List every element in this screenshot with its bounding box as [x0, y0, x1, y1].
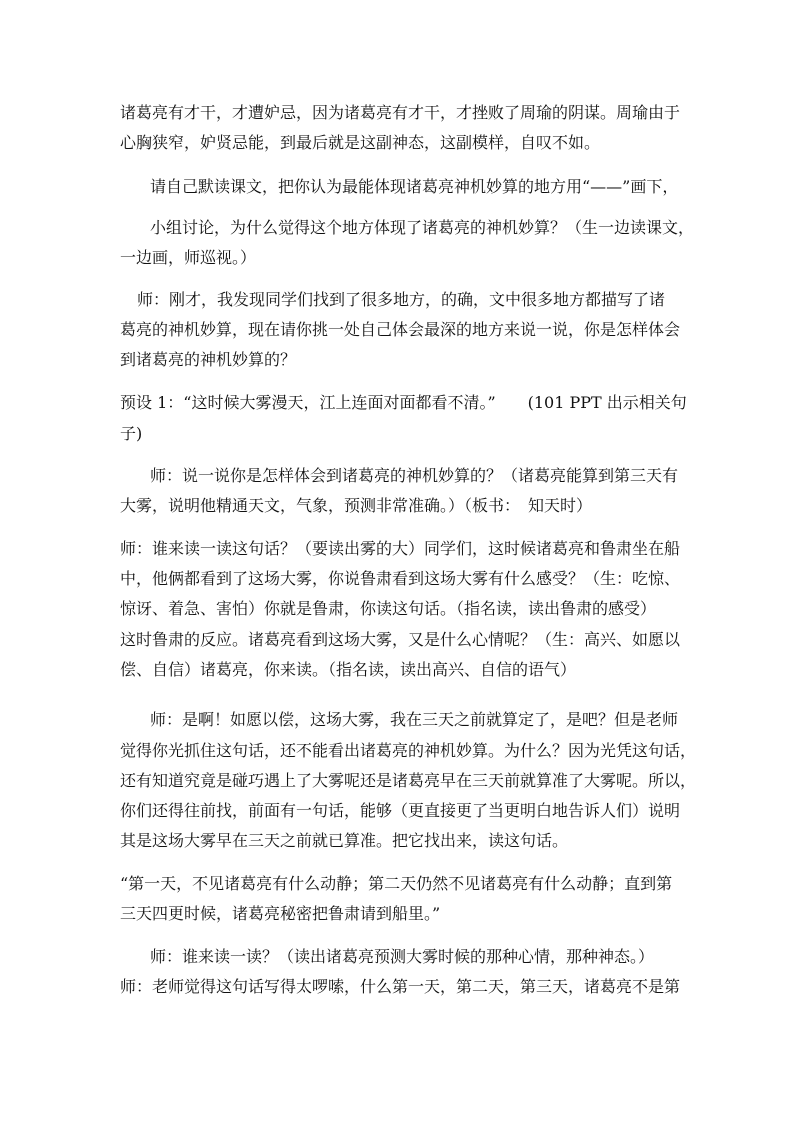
paragraph-line: 师：刚才，我发现同学们找到了很多地方，的确，文中很多地方都描写了诸	[137, 290, 666, 309]
paragraph-line: 其是这场大雾早在三天之前就已算准。把它找出来，读这句话。	[120, 831, 569, 850]
paragraph-line: “第一天，不见诸葛亮有什么动静；第二天仍然不见诸葛亮有什么动静；直到第	[120, 874, 673, 893]
paragraph-line: 中，他俩都看到了这场大雾，你说鲁肃看到这场大雾有什么感受？（生：吃惊、	[120, 569, 681, 588]
paragraph-line: 子)	[120, 424, 143, 443]
paragraph-line: 师：老师觉得这句话写得太啰嗦，什么第一天，第二天，第三天，诸葛亮不是第	[120, 977, 681, 996]
paragraph-line: 预设 1：“这时候大雾漫天，江上连面对面都看不清。” (101 PPT 出示相关句	[120, 393, 687, 412]
paragraph-line: 偿、自信）诸葛亮，你来读。（指名读，读出高兴、自信的语气）	[120, 660, 577, 679]
paragraph-line: 师：是啊！如愿以偿，这场大雾，我在三天之前就算定了，是吧？但是老师	[150, 710, 679, 729]
paragraph-line: 惊讶、着急、害怕）你就是鲁肃，你读这句话。（指名读，读出鲁肃的感受）	[120, 599, 657, 618]
paragraph-line: 心胸狭窄，妒贤忌能，到最后就是这副神态，这副模样，自叹不如。	[120, 133, 601, 152]
paragraph-line: 到诸葛亮的神机妙算的？	[120, 350, 297, 369]
paragraph-line: 这时鲁肃的反应。诸葛亮看到这场大雾，又是什么心情呢？（生：高兴、如愿以	[120, 630, 681, 649]
paragraph-line: 三天四更时候，诸葛亮秘密把鲁肃请到船里。”	[120, 904, 441, 923]
paragraph-line: 师：谁来读一读这句话？（要读出雾的大）同学们，这时候诸葛亮和鲁肃坐在船	[120, 539, 681, 558]
paragraph-line: 诸葛亮有才干，才遭妒忌，因为诸葛亮有才干，才挫败了周瑜的阴谋。周瑜由于	[120, 103, 681, 122]
paragraph-line: 觉得你光抓住这句话，还不能看出诸葛亮的神机妙算。为什么？因为光凭这句话，	[120, 741, 697, 760]
paragraph-line: 师：说一说你是怎样体会到诸葛亮的神机妙算的？（诸葛亮能算到第三天有	[150, 466, 679, 485]
paragraph-line: 葛亮的神机妙算，现在请你挑一处自己体会最深的地方来说一说，你是怎样体会	[120, 320, 681, 339]
paragraph-line: 请自己默读课文，把你认为最能体现诸葛亮神机妙算的地方用“——”画下，	[150, 177, 679, 196]
paragraph-line: 小组讨论，为什么觉得这个地方体现了诸葛亮的神机妙算？（生一边读课文，	[150, 218, 695, 237]
paragraph-line: 你们还得往前找，前面有一句话，能够（更直接更了当更明白地告诉人们）说明	[120, 801, 681, 820]
paragraph-line: 大雾，说明他精通天文，气象，预测非常准确。）（板书： 知天时）	[120, 496, 593, 515]
paragraph-line: 还有知道究竟是碰巧遇上了大雾呢还是诸葛亮早在三天前就算准了大雾呢。所以，	[120, 771, 697, 790]
paragraph-line: 一边画，师巡视。）	[120, 248, 257, 267]
paragraph-line: 师：谁来读一读？（读出诸葛亮预测大雾时候的那种心情，那种神态。）	[150, 947, 655, 966]
